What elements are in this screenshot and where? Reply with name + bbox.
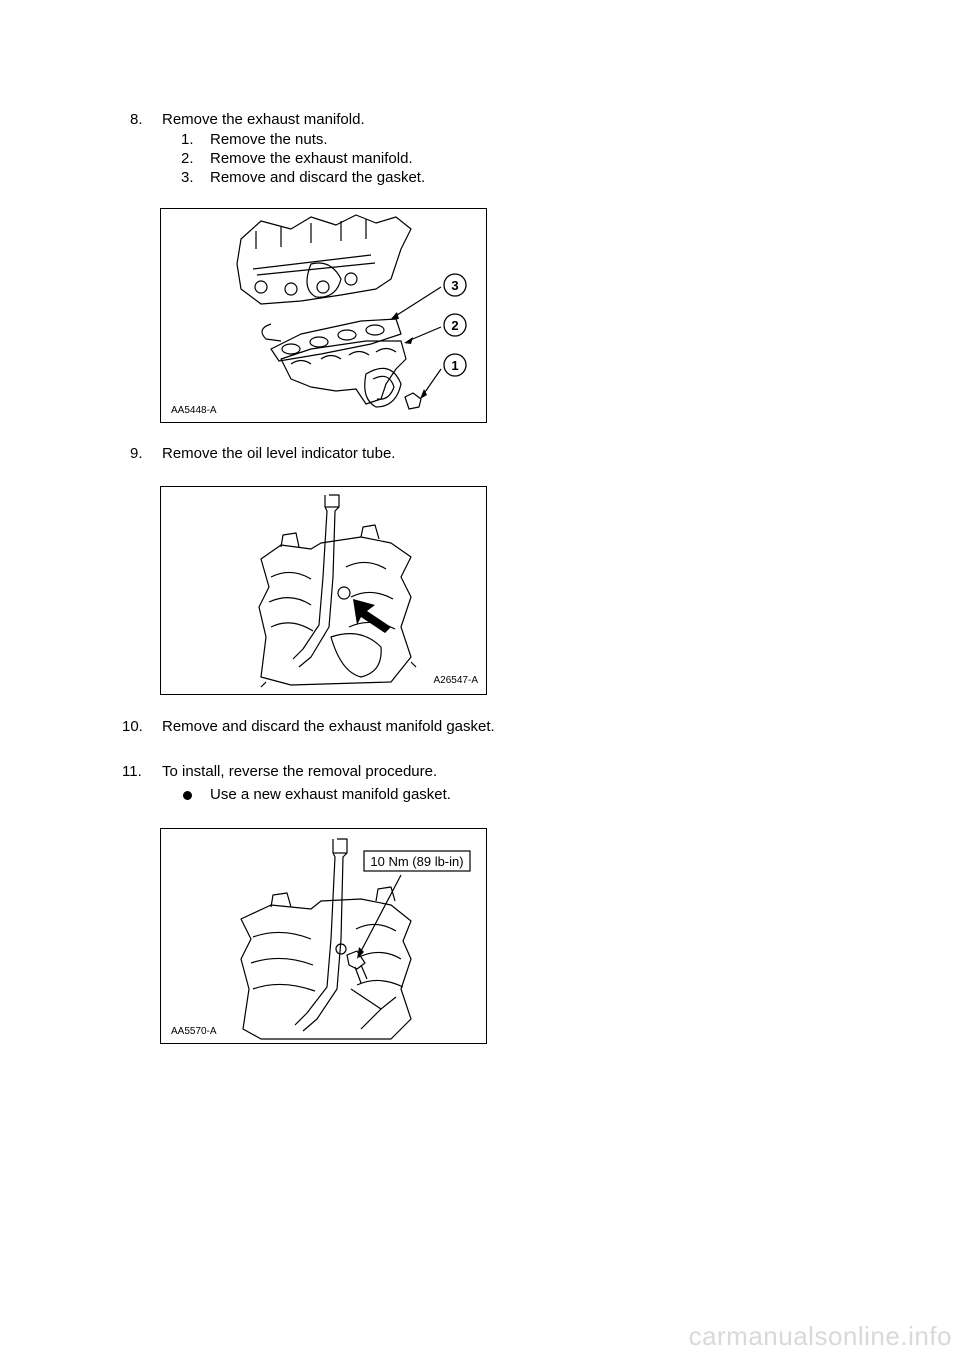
step-text: Remove and discard the exhaust manifold gasket. <box>162 718 495 735</box>
step-text: Remove the oil level indicator tube. <box>162 445 396 462</box>
figure-id: AA5570-A <box>171 1026 217 1037</box>
svg-text:2: 2 <box>451 318 459 333</box>
svg-text:3: 3 <box>451 278 459 293</box>
substep-text: Remove and discard the gasket. <box>210 169 426 186</box>
substep-text: Remove the exhaust manifold. <box>210 150 413 167</box>
bullet-icon <box>183 791 192 800</box>
callout-3 <box>444 274 466 296</box>
step-number: 10. <box>122 718 143 735</box>
substep-number: 2. <box>181 150 194 167</box>
step-number: 9. <box>130 445 143 462</box>
figure-oil-tube-torque <box>160 828 487 1044</box>
figure-id: A26547-A <box>433 675 478 686</box>
watermark: carmanualsonline.info <box>688 1321 952 1351</box>
figure-id: AA5448-A <box>171 405 217 416</box>
exhaust-manifold-illustration <box>161 209 486 422</box>
substep-number: 3. <box>181 169 194 186</box>
step-number: 11. <box>122 763 142 780</box>
svg-text:1: 1 <box>451 358 459 373</box>
figure-oil-level-indicator-tube <box>160 486 487 695</box>
bullet-text: Use a new exhaust manifold gasket. <box>210 786 451 803</box>
step-text: To install, reverse the removal procedure. <box>162 763 438 780</box>
step-number: 8. <box>130 111 143 128</box>
substep-number: 1. <box>181 131 194 148</box>
oil-tube-illustration <box>161 487 486 694</box>
arrow-icon <box>353 599 391 633</box>
step-text: Remove the exhaust manifold. <box>162 111 365 128</box>
callout-1 <box>444 354 466 376</box>
oil-tube-torque-illustration <box>161 829 486 1043</box>
substep-text: Remove the nuts. <box>210 131 328 148</box>
figure-exhaust-manifold <box>160 208 487 423</box>
torque-label: 10 Nm (89 lb-in) <box>370 854 464 869</box>
callout-2 <box>444 314 466 336</box>
